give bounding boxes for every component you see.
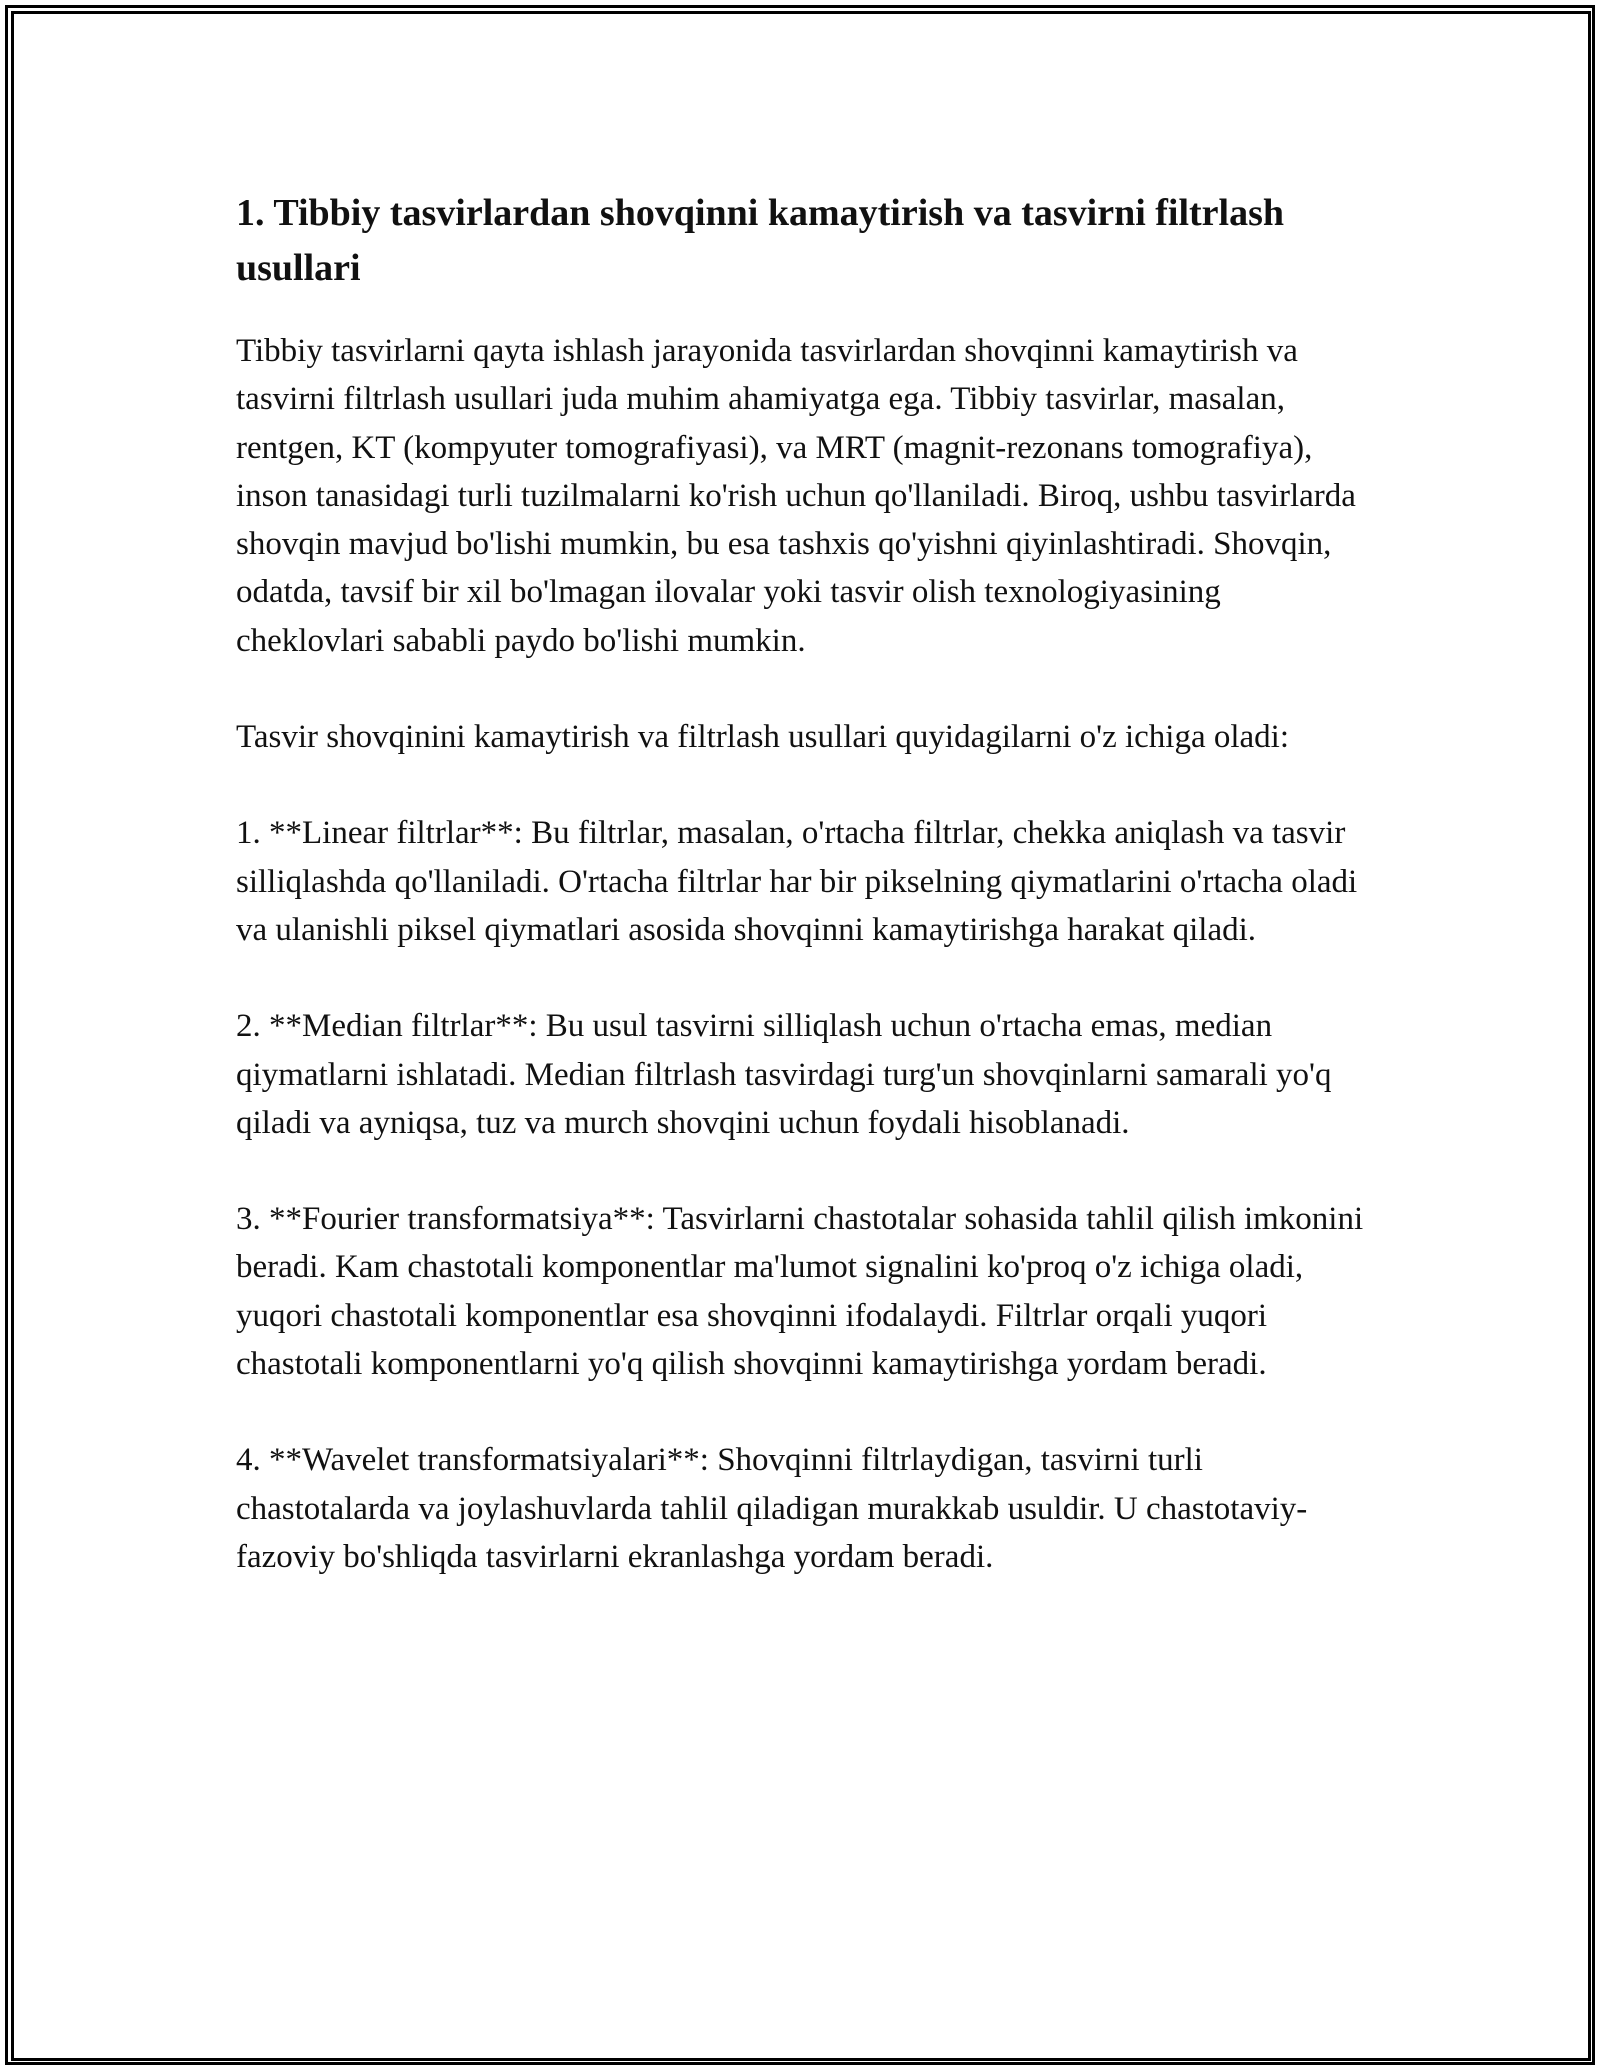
list-item-median-filters: 2. **Median filtrlar**: Bu usul tasvirni silliqlash uchun o'rtacha emas, median qiymatlarni ishlatadi. Median filtrlash tasvirdagi turg'un shovqinlarni samarali yo'q qiladi va ayniqsa, tuz va murch shovqini uchun foydali hisoblanadi.: [236, 1008, 1332, 1141]
section-title: 1. Tibbiy tasvirlardan shovqinni kamaytirish va tasvirni filtrlash usullari: [236, 192, 1285, 289]
paragraph-methods-lead: Tasvir shovqinini kamaytirish va filtrlash usullari quyidagilarni o'z ichiga oladi:: [236, 719, 1290, 756]
list-item-linear-filters: 1. **Linear filtrlar**: Bu filtrlar, masalan, o'rtacha filtrlar, chekka aniqlash va tasvir silliqlashda qo'llaniladi. O'rtacha filtrlar har bir pikselning qiymatlarini o'rtacha oladi va ulanishli piksel qiymatlari asosida shovqinni kamaytirishga harakat qiladi.: [236, 815, 1358, 948]
list-item-wavelet-transform: 4. **Wavelet transformatsiyalari**: Shovqinni filtrlaydigan, tasvirni turli chastotalarda va joylashuvlarda tahlil qiladigan murakkab usuldir. U chastotaviy-fazoviy bo'shliqda tasvirlarni ekranlashga yordam beradi.: [236, 1442, 1308, 1575]
document-body: [236, 186, 1376, 1581]
paragraph-intro: Tibbiy tasvirlarni qayta ishlash jarayonida tasvirlardan shovqinni kamaytirish va tasvirni filtrlash usullari juda muhim ahamiyatga ega. Tibbiy tasvirlar, masalan, rentgen, KT (kompyuter tomografiyasi), va MRT (magnit-rezonans tomografiya), inson tanasidagi turli tuzilmalarni ko'rish uchun qo'llaniladi. Biroq, ushbu tasvirlarda shovqin mavjud bo'lishi mumkin, bu esa tashxis qo'yishni qiyinlashtiradi. Shovqin, odatda, tavsif bir xil bo'lmagan ilovalar yoki tasvir olish texnologiyasining cheklovlari sababli paydo bo'lishi mumkin.: [236, 333, 1356, 659]
list-item-fourier-transform: 3. **Fourier transformatsiya**: Tasvirlarni chastotalar sohasida tahlil qilish imkonini beradi. Kam chastotali komponentlar ma'lumot signalini ko'proq o'z ichiga oladi, yuqori chastotali komponentlar esa shovqinni ifodalaydi. Filtrlar orqali yuqori chastotali komponentlarni yo'q qilish shovqinni kamaytirishga yordam beradi.: [236, 1201, 1364, 1383]
